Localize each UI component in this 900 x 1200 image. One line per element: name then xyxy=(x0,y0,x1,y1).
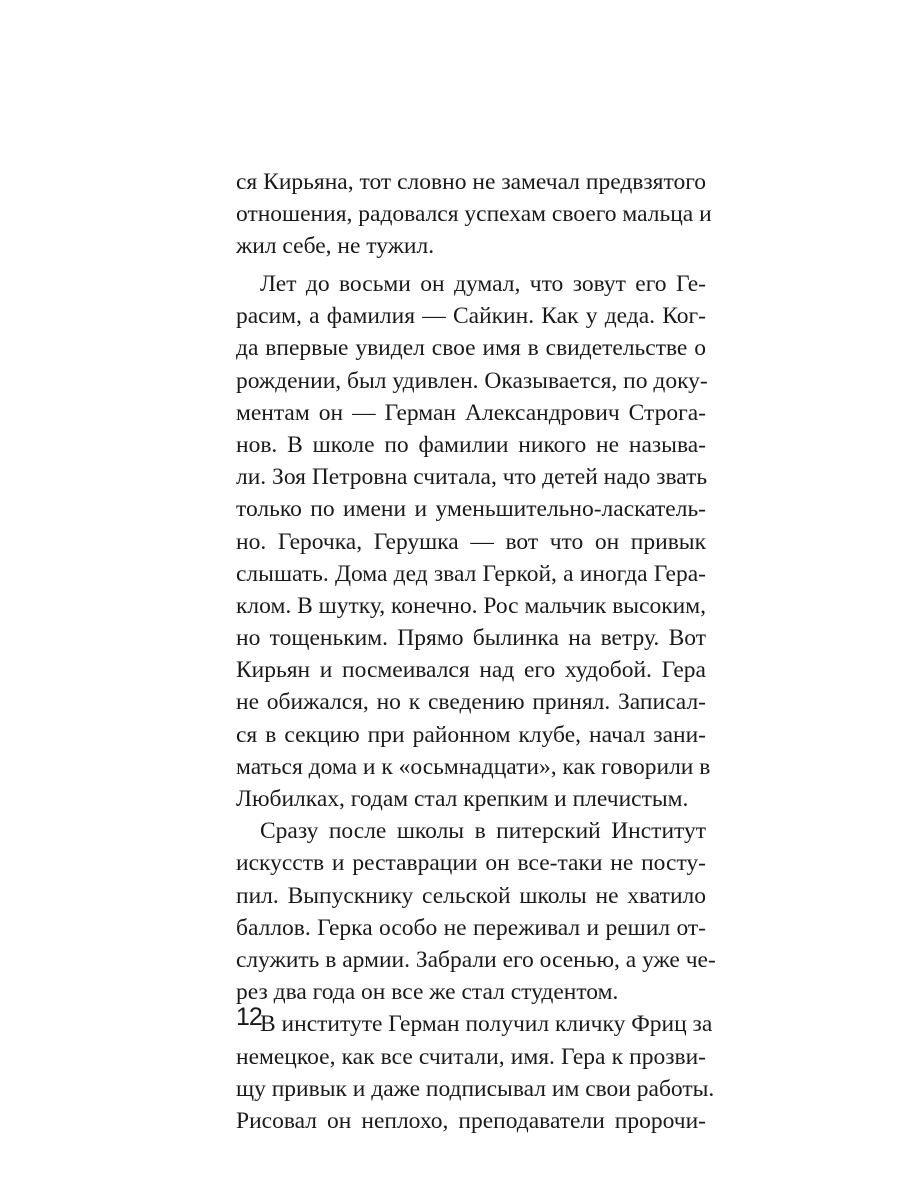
text-line: Любилках, годам стал крепким и плечистым. xyxy=(236,786,689,812)
text-line: Кирьян и посмеивался над его худобой. Гера xyxy=(236,657,706,684)
text-line: отношения, радовался успехам своего мальца и xyxy=(236,201,712,228)
paragraph-childhood xyxy=(236,268,716,1137)
text-line: ся Кирьяна, тот словно не замечал предвзятого xyxy=(236,169,706,195)
text-line: слышать. Дома дед звал Геркой, а иногда Гера- xyxy=(236,560,706,587)
text-line: пил. Выпускнику сельской школы не хватило xyxy=(236,882,706,909)
text-line: ся в секцию при районном клубе, начал зани- xyxy=(236,721,706,748)
text-line: ментам он — Герман Александрович Строга- xyxy=(236,399,706,426)
text-line: Лет до восьми он думал, что зовут его Ге- xyxy=(260,271,706,297)
text-line: Сразу после школы в питерский Институт xyxy=(260,818,706,845)
text-line: но. Герочка, Герушка — вот что он привык xyxy=(236,528,706,555)
text-line: щу привык и даже подписывал им свои работы. xyxy=(236,1075,715,1102)
text-line: маться дома и к «осьмнадцати», как говорили в xyxy=(236,753,711,780)
text-line: Рисовал он неплохо, преподаватели пророчи- xyxy=(236,1107,706,1134)
text-line: баллов. Герка особо не переживал и решил от- xyxy=(236,914,706,941)
text-line: да впервые увидел свое имя в свидетельстве о xyxy=(236,335,706,362)
page-number: 12 xyxy=(236,1003,262,1031)
text-line: расим, а фамилия — Сайкин. Как у деда. Ког- xyxy=(236,303,706,330)
text-line: ли. Зоя Петровна считала, что детей надо звать xyxy=(236,464,708,491)
text-line: не обижался, но к сведению принял. Записал- xyxy=(236,689,706,716)
text-line: рез два года он все же стал студентом. xyxy=(236,979,619,1006)
text-line: искусств и реставрации он все-таки не посту- xyxy=(236,850,706,877)
text-line: В институте Герман получил кличку Фриц за xyxy=(260,1011,713,1038)
text-line: рождении, был удивлен. Оказывается, по доку- xyxy=(236,367,708,394)
text-line: жил себе, не тужил. xyxy=(236,233,435,260)
text-line: немецкое, как все считали, имя. Гера к прозви- xyxy=(236,1043,706,1070)
text-line: нов. В школе по фамилии никого не называ- xyxy=(236,431,706,458)
text-line: клом. В шутку, конечно. Рос мальчик высоким, xyxy=(236,592,706,619)
text-line: только по имени и уменьшительно-ласкатель- xyxy=(236,496,706,523)
text-line: но тощеньким. Прямо былинка на ветру. Вот xyxy=(236,625,706,652)
text-line: служить в армии. Забрали его осенью, а уже че- xyxy=(236,946,716,973)
paragraph-continuation xyxy=(236,166,712,263)
